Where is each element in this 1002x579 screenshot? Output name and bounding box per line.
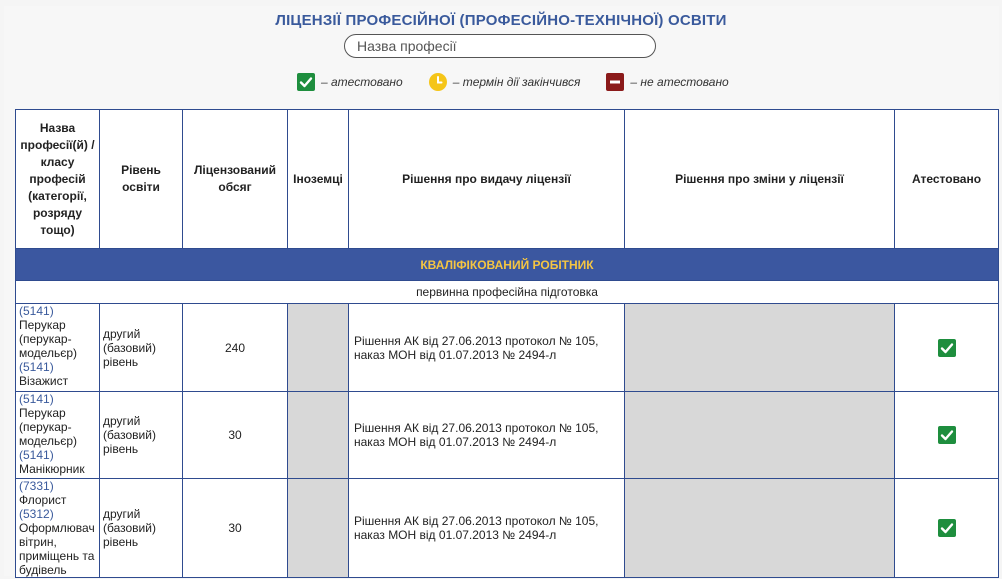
profession-name: Оформлювач вітрин, приміщень та будівель [19,521,95,577]
category-label: КВАЛІФІКОВАНИЙ РОБІТНИК [16,249,999,281]
header-profession: Назва професії(й) / класу професій (категорії, розряду тощо) [16,110,100,249]
profession-cell [16,392,100,479]
category-row [16,249,999,281]
profession-name: Манікюрник [19,462,85,476]
issue-decision-cell: Рішення АК від 27.06.2013 протокол № 105, наказ МОН від 01.07.2013 № 2494-л [349,392,625,479]
check-icon [938,426,956,444]
profession-code[interactable]: (5141) [19,304,54,318]
legend [297,72,729,92]
volume-cell: 240 [183,304,288,392]
subcategory-row [16,281,999,304]
header-issue-decision: Рішення про видачу ліцензії [349,110,625,249]
profession-code[interactable]: (5141) [19,360,54,374]
level-cell: другий (базовий) рівень [100,479,183,578]
profession-name: Перукар (перукар-модельєр) [19,318,77,360]
page-title: ЛІЦЕНЗІЇ ПРОФЕСІЙНОЇ (ПРОФЕСІЙНО-ТЕХНІЧНОЇ) ОСВІТИ [275,12,727,29]
header-level: Рівень освіти [100,110,183,249]
licenses-table [15,109,999,578]
change-decision-cell [625,304,895,392]
level-cell: другий (базовий) рівень [100,304,183,392]
attested-cell [895,304,999,392]
profession-name: Перукар (перукар-модельєр) [19,406,77,448]
change-decision-cell [625,479,895,578]
foreigners-cell [288,392,349,479]
check-icon [938,519,956,537]
issue-decision-cell: Рішення АК від 27.06.2013 протокол № 105, наказ МОН від 01.07.2013 № 2494-л [349,479,625,578]
header-attested: Атестовано [895,110,999,249]
volume-cell: 30 [183,479,288,578]
header-change-decision: Рішення про зміни у ліцензії [625,110,895,249]
legend-label: – термін дії закінчився [452,75,581,89]
issue-decision-cell: Рішення АК від 27.06.2013 протокол № 105, наказ МОН від 01.07.2013 № 2494-л [349,304,625,392]
legend-label: – не атестовано [630,75,729,89]
profession-code[interactable]: (5141) [19,448,54,462]
legend-not-attested [606,73,728,91]
header-foreigners: Іноземці [288,110,349,249]
profession-code[interactable]: (5312) [19,507,54,521]
profession-cell [16,479,100,578]
legend-expired [429,73,581,91]
check-icon [938,339,956,357]
level-cell: другий (базовий) рівень [100,392,183,479]
attested-cell [895,392,999,479]
volume-cell: 30 [183,392,288,479]
table-row [16,392,999,479]
foreigners-cell [288,479,349,578]
table-row [16,479,999,578]
check-icon [297,73,315,91]
attested-cell [895,479,999,578]
minus-icon [606,73,624,91]
profession-name: Візажист [19,374,69,388]
profession-code[interactable]: (5141) [19,392,54,406]
change-decision-cell [625,392,895,479]
legend-attested [297,73,403,91]
foreigners-cell [288,304,349,392]
table-header-row [16,110,999,249]
table-row [16,304,999,392]
profession-code[interactable]: (7331) [19,479,54,493]
profession-cell [16,304,100,392]
header-volume: Ліцензований обсяг [183,110,288,249]
profession-name: Флорист [19,493,67,507]
subcategory-label: первинна професійна підготовка [16,281,999,304]
search-input[interactable] [344,34,656,58]
clock-icon [429,73,447,91]
legend-label: – атестовано [321,75,403,89]
